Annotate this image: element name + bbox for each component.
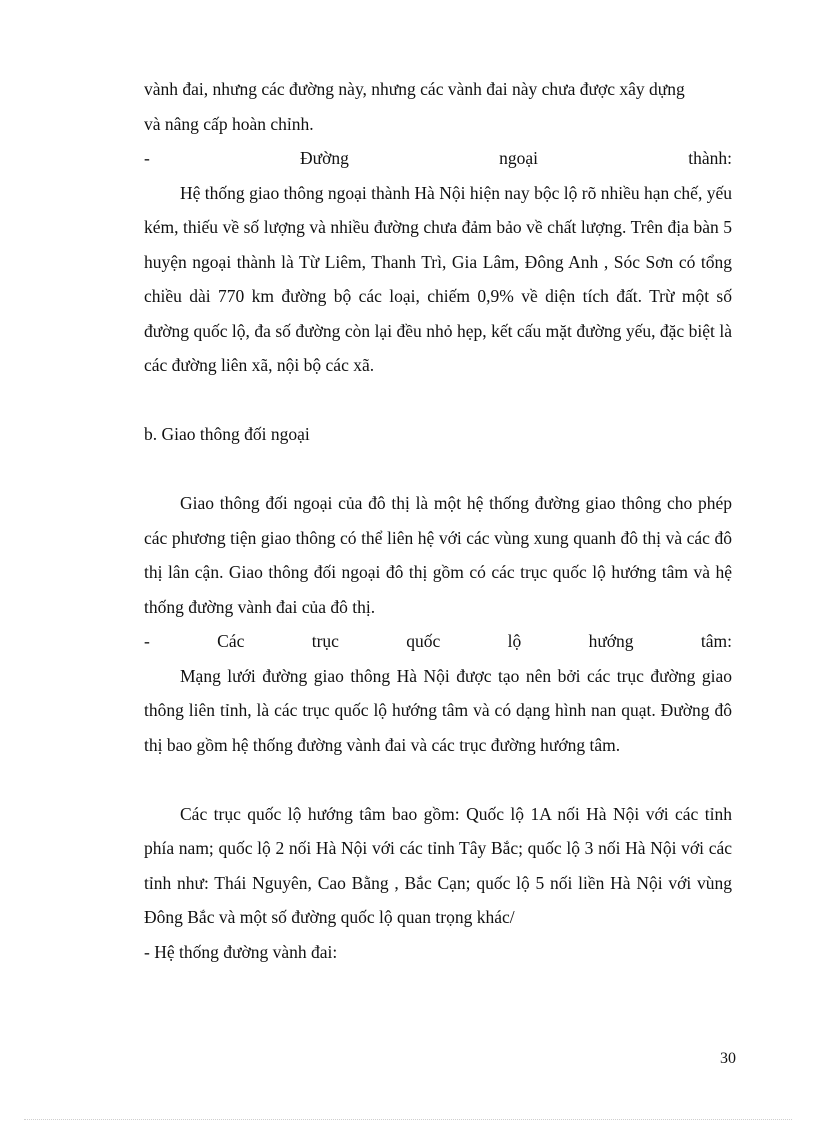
text-line: và nâng cấp hoàn chỉnh.: [144, 113, 314, 134]
heading-word: Các: [217, 631, 245, 651]
heading-dash: -: [144, 148, 150, 168]
heading-word: tâm:: [700, 631, 732, 651]
radial-roads-heading: [144, 624, 732, 659]
spacer: [144, 762, 732, 797]
paragraph-outer-roads: Hệ thống giao thông ngoại thành Hà Nội hiện nay bộc lộ rõ nhiều hạn chế, yếu kém, thiếu về số lượng và nhiều đường chưa đảm bảo về chất lượng. Trên địa bàn 5 huyện ngoại thành là Từ Liêm, Thanh Trì, Gia Lâm, Đông Anh , Sóc Sơn có tổng chiều dài 770 km đường bộ các loại, chiếm 0,9% về diện tích đất. Trừ một số đường quốc lộ, đa số đường còn lại đều nhỏ hẹp, kết cấu mặt đường yếu, đặc biệt là các đường liên xã, nội bộ các xã.: [144, 182, 732, 375]
paragraph-external-transport: Giao thông đối ngoại của đô thị là một hệ thống đường giao thông cho phép các phương tiện giao thông có thể liên hệ với các vùng xung quanh đô thị và các đô thị lân cận. Giao thông đối ngoại đô thị gồm có các trục quốc lộ hướng tâm và hệ thống đường vành đai của đô thị.: [144, 493, 732, 617]
paragraph-road-network: Mạng lưới đường giao thông Hà Nội được tạo nên bởi các trục đường giao thông liên tỉnh, là các trục quốc lộ hướng tâm và có dạng hình nan quạt. Đường đô thị bao gồm hệ thống đường vành đai và các trục đường hướng tâm.: [144, 665, 732, 755]
heading-dash: -: [144, 631, 150, 651]
page-bottom-divider: [24, 1119, 792, 1120]
heading-word: Đường: [300, 148, 349, 168]
heading-word: quốc: [406, 631, 441, 651]
ring-road-heading: - Hệ thống đường vành đai:: [144, 941, 338, 962]
spacer: [144, 452, 732, 487]
heading-word: lộ: [507, 631, 522, 651]
heading-word: thành:: [688, 148, 732, 168]
text-line: vành đai, nhưng các đường này, nhưng các vành đai này chưa được xây dựng: [144, 79, 685, 99]
section-title: b. Giao thông đối ngoại: [144, 424, 310, 444]
page-number: 30: [720, 1050, 736, 1067]
heading-word: hướng: [588, 631, 634, 651]
page-body: [144, 72, 732, 969]
heading-word: trục: [311, 631, 339, 651]
spacer: [144, 383, 732, 418]
paragraph-radial-roads: Các trục quốc lộ hướng tâm bao gồm: Quốc lộ 1A nối Hà Nội với các tỉnh phía nam; quốc lộ 2 nối Hà Nội với các tỉnh Tây Bắc; quốc lộ 3 nối Hà Nội với các tỉnh như: Thái Nguyên, Cao Bằng , Bắc Cạn; quốc lộ 5 nối liền Hà Nội với vùng Đông Bắc và một số đường quốc lộ quan trọng khác/: [144, 803, 732, 927]
heading-word: ngoại: [499, 148, 539, 168]
outer-road-heading: [144, 141, 732, 176]
